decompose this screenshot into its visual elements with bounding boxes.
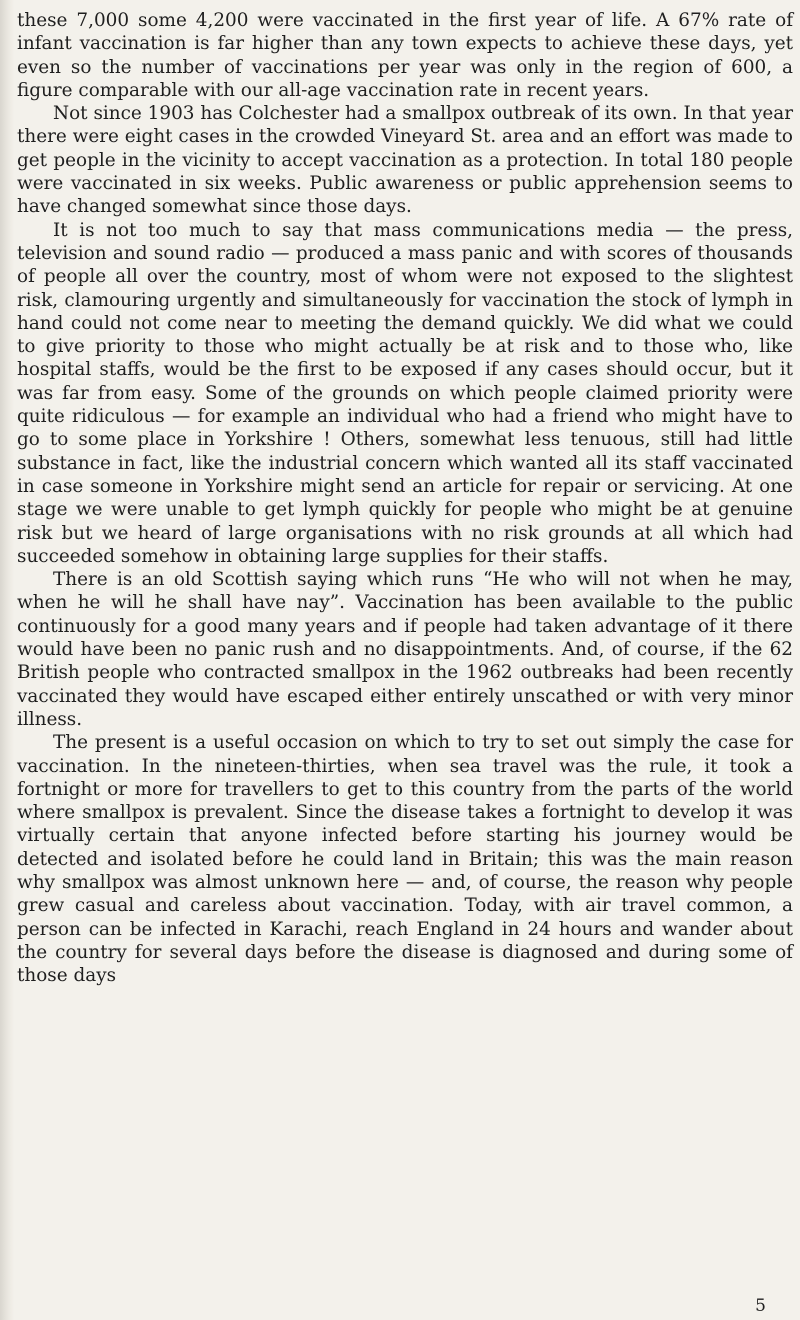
paragraph-4: There is an old Scottish saying which runs “He who will not when he may, when he will he shall have nay”. Vaccination has been available to the public continuously for a good many years and if people had taken advantage of it there would have been no panic rush and no disappointments. And, of course, if the 62 British people who contracted smallpox in the 1962 outbreaks had been recently vaccinated they would have escaped either entirely unscathed or with very minor illness. (17, 569, 793, 730)
body-text (17, 9, 793, 987)
paragraph-2: Not since 1903 has Colchester had a smallpox outbreak of its own. In that year there were eight cases in the crowded Vineyard St. area and an effort was made to get people in the vicinity to accept vaccination as a protection. In total 180 people were vaccinated in six weeks. Public awareness or public apprehension seems to have changed somewhat since those days. (17, 103, 793, 218)
page-gutter-shadow (0, 0, 14, 1320)
page-number: 5 (755, 1296, 766, 1316)
paragraph-3: It is not too much to say that mass communications media — the press, television and sound radio — produced a mass panic and with scores of thousands of people all over the country, most of whom were not exposed to the slightest risk, clamouring urgently and simultaneously for vaccination the stock of lymph in hand could not come near to meeting the demand quickly. We did what we could to give priority to those who might actually be at risk and to those who, like hospital staffs, would be the first to be exposed if any cases should occur, but it was far from easy. Some of the grounds on which people claimed priority were quite ridiculous — for example an individual who had a friend who might have to go to some place in Yorkshire ! Others, somewhat less tenuous, still had little substance in fact, like the industrial concern which wanted all its staff vaccinated in case someone in Yorkshire might send an article for repair or servicing. At one stage we were unable to get lymph quickly for people who might be at genuine risk but we heard of large organisations with no risk grounds at all which had succeeded somehow in obtaining large supplies for their staffs. (17, 219, 793, 567)
paragraph-5: The present is a useful occasion on which to try to set out simply the case for vaccination. In the nineteen-thirties, when sea travel was the rule, it took a fortnight or more for travellers to get to this country from the parts of the world where smallpox is prevalent. Since the disease takes a fortnight to develop it was virtually certain that anyone infected before starting his journey would be detected and isolated before he could land in Britain; this was the main reason why smallpox was almost unknown here — and, of course, the reason why people grew casual and careless about vaccination. Today, with air travel common, a person can be infected in Karachi, reach England in 24 hours and wander about the country for several days before the disease is diagnosed and during some of those days (17, 732, 793, 987)
paragraph-1: these 7,000 some 4,200 were vaccinated in the first year of life. A 67% rate of infant vaccination is far higher than any town expects to achieve these days, yet even so the number of vaccinations per year was only in the region of 600, a figure comparable with our all-age vaccination rate in recent years. (17, 10, 793, 101)
